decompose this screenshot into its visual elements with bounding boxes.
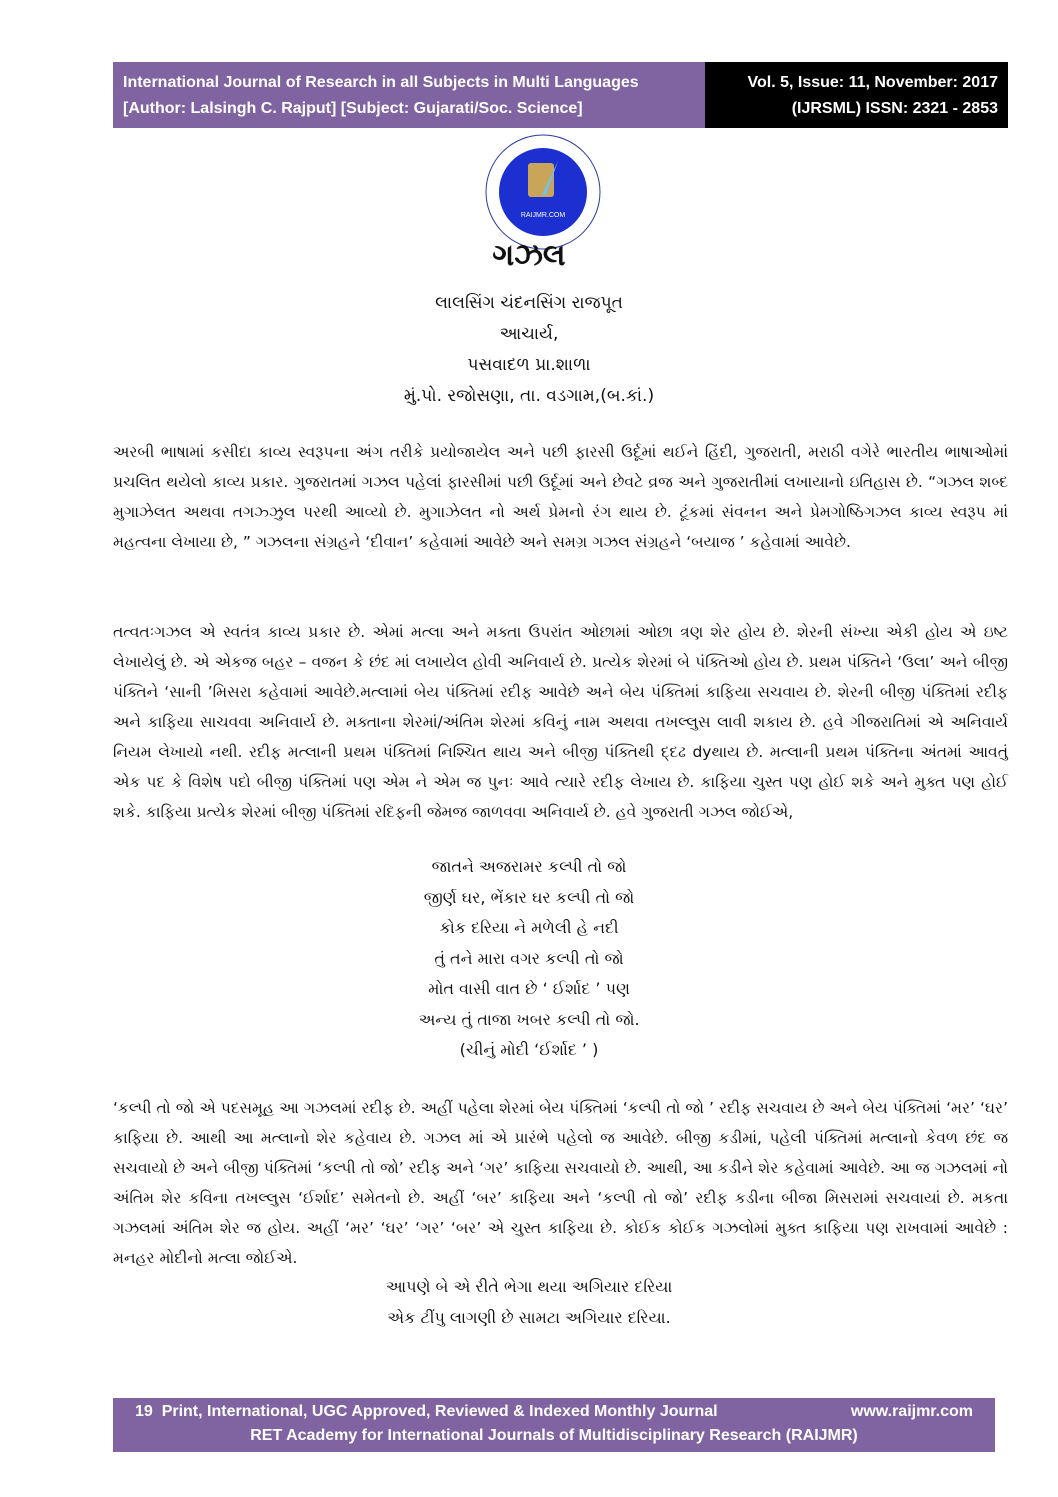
author-block <box>0 288 1058 412</box>
article-title: ગઝલ <box>492 238 566 273</box>
page-number: 19 <box>135 1403 153 1420</box>
header-left <box>113 62 705 128</box>
journal-header <box>113 62 1008 128</box>
poem-line: કોક દરિયા ને મળેલી હે નદી <box>439 918 619 937</box>
footer-line1: Print, International, UGC Approved, Reviewed & Indexed Monthly Journal <box>161 1403 718 1420</box>
couplet-line: એક ટીંપુ લાગણી છે સામટા અગિયાર દરિયા. <box>387 1307 671 1327</box>
paragraph-intro: અરબી ભાષામાં કસીદા કાવ્ય સ્વરૂપના અંગ તરીકે પ્રયોજાયેલ અને પછી ફારસી ઉર્દૂમાં થઈને હિંદી, ગુજરાતી, મરાઠી વગેરે ભારતીય ભાષાઓમાં પ્રચલિત થયેલો કાવ્ય પ્રકાર. ગુજરાતમાં ગઝલ પહેલાં ફારસીમાં પછી ઉર્દૂમાં અને છેવટે વ્રજ અને ગુજરાતીમાં લખાયાનો ઇતિહાસ છે. “ગઝલ શબ્દ મુગાઝેલત અથવા તગઝ્ઝુલ પરથી આવ્યો છે. મુગાઝેલત નો અર્થ પ્રેમનો રંગ થાય છે. ટૂંકમાં સંવનન અને પ્રેમગોષ્ઠિગઝલ કાવ્ય સ્વરૂપ માં મહત્વના લેખાયા છે, ” ગઝલના સંગ્રહને ‘દીવાન’ કહેવામાં આવેછે અને સમગ્ર ગઝલ સંગ્રહને ‘બયાજ ’ કહેવામાં આવેછે. <box>113 443 1008 551</box>
raijmr-logo <box>484 133 602 251</box>
author-school: પસવાદળ પ્રા.શાળા <box>467 355 591 375</box>
volume-issue: Vol. 5, Issue: 11, November: 2017 <box>747 74 998 91</box>
poem-line: તું તને મારા વગર કલ્પી તો જો <box>434 948 624 968</box>
journal-name: International Journal of Research in all Subjects in Multi Languages <box>123 74 639 91</box>
footer-website[interactable]: www.raijmr.com <box>850 1403 973 1420</box>
author-name: લાલસિંગ ચંદનસિંગ રાજપૂત <box>435 293 623 313</box>
poem-line: જીર્ણ ઘર, ભેંકાર ઘર કલ્પી તો જો <box>423 887 635 907</box>
poem-attribution: (ચીનું મોદી ‘ઈર્શાદ ’ ) <box>459 1040 599 1059</box>
svg-text:RAIJMR.COM: RAIJMR.COM <box>520 212 566 219</box>
couplet <box>0 1272 1058 1333</box>
ghazal-poem <box>0 852 1058 1066</box>
couplet-line: આપણે બે એ રીતે ભેગા થયા અગિયાર દરિયા <box>385 1277 673 1296</box>
author-subject: [Author: Lalsingh C. Rajput] [Subject: Gujarati/Soc. Science] <box>123 100 583 117</box>
paragraph-analysis: ‘કલ્પી તો જો એ પદસમૂહ આ ગઝલમાં રદીફ છે. અહીં પહેલા શેરમાં બેય પંક્તિમાં ‘કલ્પી તો જો ’ રદીફ સચવાય છે અને બેય પંક્તિમાં ‘મર’ ‘ઘર’ કાફિયા છે. આથી આ મત્લાનો શેર કહેવાય છે. ગઝલ માં એ પ્રારંભે પહેલો જ આવેછે. બીજી કડીમાં, પહેલી પંક્તિમાં મત્લાનો કેવળ છંદ જ સચવાયો છે અને બીજી પંક્તિમાં ‘કલ્પી તો જો’ રદીફ અને ‘ગર’ કાફિયા સચવાયો છે. આથી, આ કડીને શેર કહેવામાં આવેછે. આ જ ગઝલમાં નો અંતિમ શેર કવિના તખલ્લુસ ‘ઈર્શાદ’ સમેતનો છે. અહીં ‘બર’ કાફિયા અને ‘કલ્પી તો જો’ રદીફ કડીના બીજા મિસરામાં સચવાયાં છે. મકતા ગઝલમાં અંતિમ શેર જ હોય. અહીં ‘મર’ ‘ઘર’ ‘ગર’ ‘બર’ એ ચુસ્ત કાફિયા છે. કોઈક કોઈક ગઝલોમાં મુક્ત કાફિયા પણ રાખવામાં આવેછે : મનહર મોદીનો મત્લા જોઈએ. <box>113 1099 1008 1267</box>
paragraph-structure: તત્વતઃગઝલ એ સ્વતંત્ર કાવ્ય પ્રકાર છે. એમાં મત્લા અને મક્તા ઉપરાંત ઓછામાં ઓછા ત્રણ શેર હોય છે. શેરની સંખ્યા એકી હોય એ ઇષ્ટ લેખાયેલું છે. એ એકજ બહર – વજન કે છંદ માં લખાયેલ હોવી અનિવાર્ય છે. પ્રત્યેક શેરમાં બે પંક્તિઓ હોય છે. પ્રથમ પંક્તિને ‘ઉલા’ અને બીજી પંક્તિને ‘સાની ’મિસરા કહેવામાં આવેછે.મત્લામાં બેય પંક્તિમાં રદીફ આવેછે અને બેય પંક્તિમાં કાફિયા સચવાય છે. શેરની બીજી પંક્તિમાં રદીફ અને કાફિયા સાચવવા અનિવાર્ય છે. મક્તાના શેરમાં/અંતિમ શેરમાં કવિનું નામ અથવા તખલ્લુસ લાવી શકાય છે. હવે ગીજરાતિમાં એ અનિવાર્ય નિયમ લેખાયો નથી. રદીફ મત્લાની પ્રથમ પંક્તિમાં નિશ્ચિત થાય અને બીજી પંક્તિથી દ્દઢ dyથાય છે. મત્લાની પ્રથમ પંક્તિના અંતમાં આવતું એક પદ કે વિશેષ પદો બીજી પંક્તિમાં પણ એમ ને એમ જ પુનઃ આવે ત્યારે રદીફ લેખાય છે. કાફિયા ચુસ્ત પણ હોઈ શકે અને મુક્ત પણ હોઈ શકે. કાફિયા પ્રત્યેક શેરમાં બીજી પંક્તિમાં રદિફની જેમજ જાળવવા અનિવાર્ય છે. હવે ગુજરાતી ગઝલ જોઈએ, <box>113 623 1008 821</box>
header-right <box>705 62 1008 128</box>
footer-line2: RET Academy for International Journals of Multidisciplinary Research (RAIJMR) <box>250 1427 858 1444</box>
author-address: મું.પો. રજોસણા, તા. વડગામ,(બ.કાં.) <box>403 386 655 406</box>
issn: (IJRSML) ISSN: 2321 - 2853 <box>791 100 998 117</box>
poem-line: જાતને અજરામર કલ્પી તો જો <box>431 857 627 876</box>
journal-footer <box>113 1398 995 1452</box>
author-designation: આચાર્ય, <box>499 324 559 344</box>
poem-line: મોત વાસી વાત છે ‘ ઈર્શાદ ’ પણ <box>428 979 630 998</box>
poem-line: અન્ય તું તાજા ખબર કલ્પી તો જો. <box>418 1009 640 1029</box>
